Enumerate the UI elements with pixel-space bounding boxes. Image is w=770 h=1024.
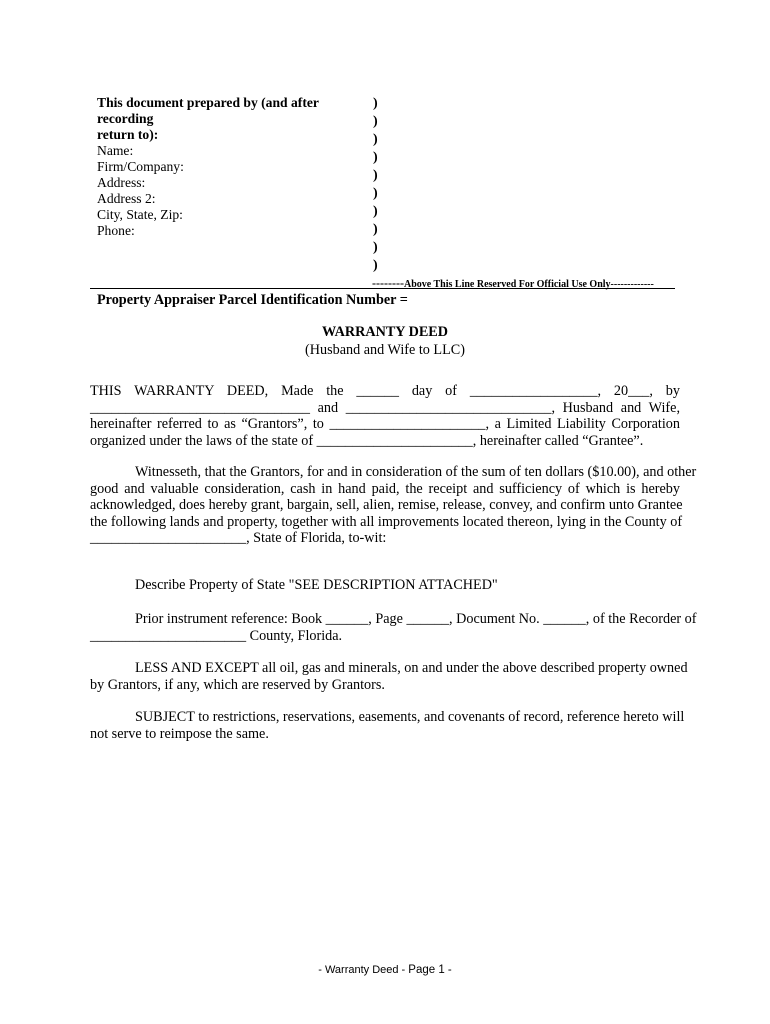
document-subtitle: (Husband and Wife to LLC) <box>305 342 465 358</box>
paren: ) <box>373 186 378 201</box>
paragraph-line: LESS AND EXCEPT all oil, gas and minerals, on and under the above described property owned <box>135 660 688 676</box>
prepared-by-heading: This document prepared by (and after recording <box>97 95 319 126</box>
official-use-text: Above This Line Reserved For Official Use Only------------- <box>403 279 654 290</box>
page-footer <box>0 964 770 976</box>
prior-instrument-paragraph <box>90 611 697 644</box>
paren: ) <box>373 96 378 111</box>
paragraph-line: _______________________________ and _____________________________, Husband and Wife, <box>90 399 680 416</box>
paragraph-line: acknowledged, does hereby grant, bargain, sell, alien, remise, release, convey, and confirm unto Grantee <box>90 497 683 513</box>
paragraph-line: ______________________ County, Florida. <box>90 627 343 644</box>
property-description: Describe Property of State "SEE DESCRIPTION ATTACHED" <box>135 577 498 593</box>
firm-label: Firm/Company: <box>97 159 184 174</box>
paren: ) <box>373 222 378 237</box>
paren: ) <box>373 114 378 129</box>
paragraph-line: not serve to reimpose the same. <box>90 725 269 742</box>
document-title: WARRANTY DEED <box>322 324 448 340</box>
paragraph-line: SUBJECT to restrictions, reservations, easements, and covenants of record, reference hereto will <box>135 709 685 725</box>
subject-to-paragraph <box>90 709 685 742</box>
paragraph-line: Witnesseth, that the Grantors, for and in consideration of the sum of ten dollars ($10.00), and other <box>135 464 697 480</box>
parties-paragraph <box>90 383 680 449</box>
paren: ) <box>373 258 378 273</box>
parcel-id-label: Property Appraiser Parcel Identification Number = <box>97 292 408 308</box>
paragraph-line: by Grantors, if any, which are reserved by Grantors. <box>90 676 385 693</box>
official-use-divider <box>90 288 675 289</box>
footer-page-number: Page 1 - <box>408 964 452 976</box>
paragraph-line: Prior instrument reference: Book ______, Page ______, Document No. ______, of the Recorder of <box>135 611 697 627</box>
return-to-heading: return to): <box>97 127 159 142</box>
paragraph-line: the following lands and property, together with all improvements located thereon, lying in the County of <box>90 513 683 530</box>
city-state-zip-label: City, State, Zip: <box>97 207 183 222</box>
name-label: Name: <box>97 143 134 158</box>
address2-label: Address 2: <box>97 191 156 206</box>
witnesseth-paragraph <box>90 464 697 547</box>
paren: ) <box>373 132 378 147</box>
less-and-except-paragraph <box>90 660 688 693</box>
paragraph-line: THIS WARRANTY DEED, Made the ______ day of __________________, 20___, by <box>90 383 680 399</box>
phone-label: Phone: <box>97 223 135 238</box>
address-label: Address: <box>97 175 146 190</box>
prepared-by-block <box>97 95 372 239</box>
paren: ) <box>373 168 378 183</box>
parenthesis-column <box>373 95 385 275</box>
paragraph-line: organized under the laws of the state of ______________________, hereinafter called “Grantee”. <box>90 432 644 449</box>
paren: ) <box>373 204 378 219</box>
paragraph-line: hereinafter referred to as “Grantors”, to ______________________, a Limited Liability Corporation <box>90 416 680 432</box>
paragraph-line: ______________________, State of Florida, to-wit: <box>90 530 387 546</box>
paragraph-line: good and valuable consideration, cash in hand paid, the receipt and sufficiency of which is hereby <box>90 480 680 497</box>
footer-doc-name: - Warranty Deed - <box>318 964 409 976</box>
official-use-dashes: -------- <box>372 276 404 290</box>
paren: ) <box>373 240 378 255</box>
paren: ) <box>373 150 378 165</box>
